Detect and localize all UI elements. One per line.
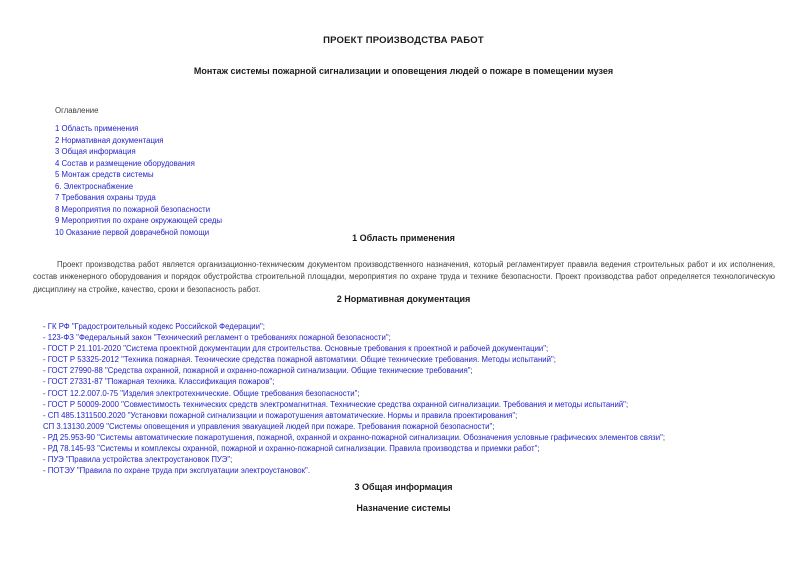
normative-doc-item: - ГОСТ Р 21.101-2020 "Система проектной документации для строительства. Основные требования к проектной и рабочей документации";	[43, 344, 549, 354]
toc-link[interactable]: 2 Нормативная документация	[55, 135, 164, 145]
toc-list	[55, 123, 222, 238]
document-title: ПРОЕКТ ПРОИЗВОДСТВА РАБОТ	[323, 35, 484, 46]
toc-link[interactable]: 10 Оказание первой доврачебной помощи	[55, 227, 210, 237]
toc-link[interactable]: 4 Состав и размещение оборудования	[55, 158, 195, 168]
toc-link[interactable]: 9 Мероприятия по охране окружающей среды	[55, 216, 223, 226]
toc-link[interactable]: 7 Требования охраны труда	[55, 193, 156, 203]
section-3-heading: 3 Общая информация	[354, 482, 453, 492]
normative-doc-item: - ПУЭ "Правила устройства электроустановок ПУЭ";	[43, 455, 233, 465]
section-3-subheading: Назначение системы	[356, 503, 451, 513]
toc-link[interactable]: 5 Монтаж средств системы	[55, 170, 154, 180]
normative-doc-list	[43, 321, 783, 476]
normative-doc-item: - 123-ФЗ "Федеральный закон "Технический регламент о требованиях пожарной безопасности";	[43, 333, 391, 343]
normative-doc-item: - ГОСТ Р 50009-2000 "Совместимость технических средств электромагнитная. Технические средства охранной сигнализации. Требования и методы испытаний";	[43, 399, 629, 409]
document-subtitle: Монтаж системы пожарной сигнализации и оповещения людей о пожаре в помещении музея	[193, 66, 614, 76]
toc-link[interactable]: 6. Электроснабжение	[55, 181, 134, 191]
toc-label: Оглавление	[55, 106, 99, 115]
normative-doc-item: - ПОТЭУ "Правила по охране труда при эксплуатации электроустановок".	[43, 466, 310, 476]
normative-doc-item: СП 3.13130.2009 "Системы оповещения и управления эвакуацией людей при пожаре. Требования пожарной безопасности";	[43, 421, 495, 431]
toc-link[interactable]: 3 Общая информация	[55, 147, 136, 157]
toc-link[interactable]: 8 Мероприятия по пожарной безопасности	[55, 204, 211, 214]
normative-doc-item: - ГОСТ 27990-88 "Средства охранной, пожарной и охранно-пожарной сигнализации. Общие технические требования";	[43, 366, 473, 376]
toc-link[interactable]: 1 Область применения	[55, 124, 139, 133]
section-1-heading: 1 Область применения	[352, 233, 455, 243]
normative-doc-item: - РД 78.145-93 "Системы и комплексы охранной, пожарной и охранно-пожарной сигнализации. Правила производства и приемки работ";	[43, 444, 540, 454]
section-2-heading: 2 Нормативная документация	[336, 294, 471, 304]
normative-doc-item: - РД 25.953-90 "Системы автоматические пожаротушения, пожарной, охранной и охранно-пожарной сигнализации. Обозначения условные графических элементов связи";	[43, 432, 666, 442]
normative-doc-item: - ГОСТ 27331-87 "Пожарная техника. Классификация пожаров";	[43, 377, 275, 387]
normative-doc-item: - СП 485.1311500.2020 "Установки пожарной сигнализации и пожаротушения автоматические. Нормы и правила проектирования";	[43, 410, 518, 420]
normative-doc-item: - ГК РФ "Градостроительный кодекс Российской Федерации";	[43, 322, 265, 331]
section-1-paragraph: Проект производства работ является организационно-техническим документом производственного назначения, который регламентирует правила ведения строительных работ и их исполнения, состав инженерного оборудования и порядок обустройства строительной площадки, мероприятия по охране труда и технике безопасности. Проект производства работ определяется технологическую дисциплину на стройке, качество, сроки и безопасность работ.	[33, 260, 775, 294]
normative-doc-item: - ГОСТ Р 53325-2012 "Техника пожарная. Технические средства пожарной автоматики. Общие технические требования. Методы испытаний";	[43, 355, 556, 365]
normative-doc-item: - ГОСТ 12.2.007.0-75 "Изделия электротехнические. Общие требования безопасности";	[43, 388, 360, 398]
